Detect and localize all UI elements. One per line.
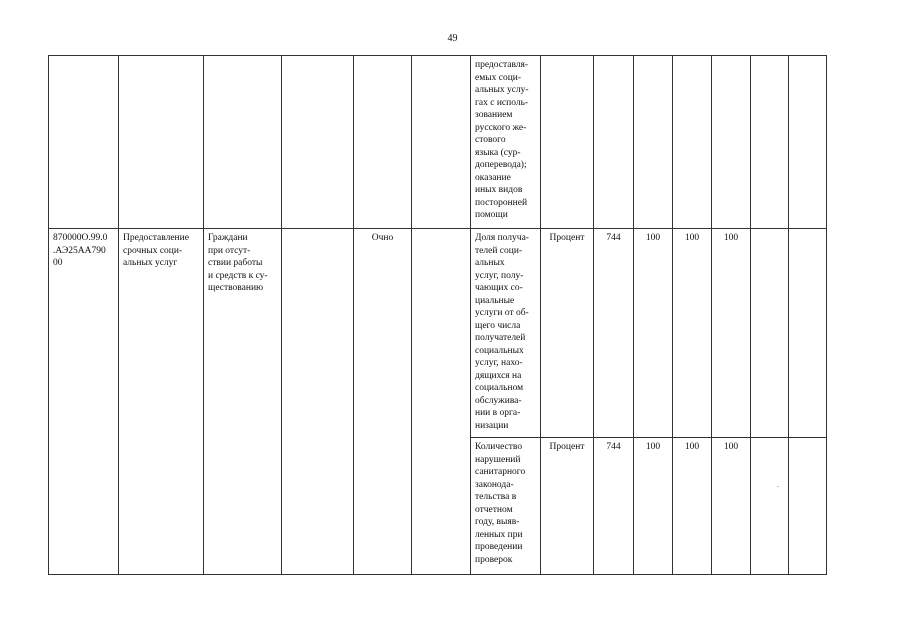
service-form-cell: Очно	[354, 229, 412, 575]
attribute-cell	[282, 229, 354, 575]
value-1-cell: 100	[634, 438, 673, 575]
unit-cell: Процент	[541, 229, 594, 438]
attribute-cell-empty	[282, 56, 354, 229]
continuation-row	[49, 56, 827, 229]
form-cell-empty	[354, 56, 412, 229]
indicator-name-cell: Количество нарушений санитарного законода- тельства в отчетном году, выяв- ленных при проведении проверок	[471, 438, 541, 575]
attribute-2-cell	[412, 229, 471, 575]
service-cell-empty	[119, 56, 204, 229]
value-1-cell: 100	[634, 229, 673, 438]
scan-speck	[777, 486, 779, 487]
deviation-1-cell	[751, 229, 789, 438]
value-2-cell: 100	[673, 438, 712, 575]
deviation-2-cell-empty	[789, 56, 827, 229]
okei-code-cell: 744	[594, 438, 634, 575]
registry-code-cell: 870000О.99.0 .АЭ25АА790 00	[49, 229, 119, 575]
page-number: 49	[447, 33, 458, 44]
value-3-cell-empty	[712, 56, 751, 229]
recipient-category-cell: Граждани при отсут- ствии работы и средств к су- ществованию	[204, 229, 282, 575]
service-name-cell: Предоставление срочных соци- альных услуг	[119, 229, 204, 575]
deviation-1-cell-empty	[751, 56, 789, 229]
value-1-cell-empty	[634, 56, 673, 229]
deviation-2-cell	[789, 438, 827, 575]
unit-cell: Процент	[541, 438, 594, 575]
code-cell-empty	[49, 56, 119, 229]
indicator-name-cell: предоставля- емых соци- альных услу- гах с исполь- зованием русского же- стового языка (сур- доперевода); оказание иных видов посторонней помощи	[471, 56, 541, 229]
okei-cell-empty	[594, 56, 634, 229]
service-row-indicator-1	[49, 229, 827, 438]
deviation-2-cell	[789, 229, 827, 438]
service-indicators-table	[48, 55, 827, 575]
deviation-1-cell	[751, 438, 789, 575]
okei-code-cell: 744	[594, 229, 634, 438]
attribute-2-cell-empty	[412, 56, 471, 229]
value-2-cell-empty	[673, 56, 712, 229]
value-3-cell: 100	[712, 438, 751, 575]
unit-cell-empty	[541, 56, 594, 229]
indicator-name-cell: Доля получа- телей соци- альных услуг, полу- чающих со- циальные услуги от об- щего числа получателей социальных услуг, нахо- дящихся на социальном обслужива- нии в орга- низации	[471, 229, 541, 438]
value-3-cell: 100	[712, 229, 751, 438]
category-cell-empty	[204, 56, 282, 229]
value-2-cell: 100	[673, 229, 712, 438]
